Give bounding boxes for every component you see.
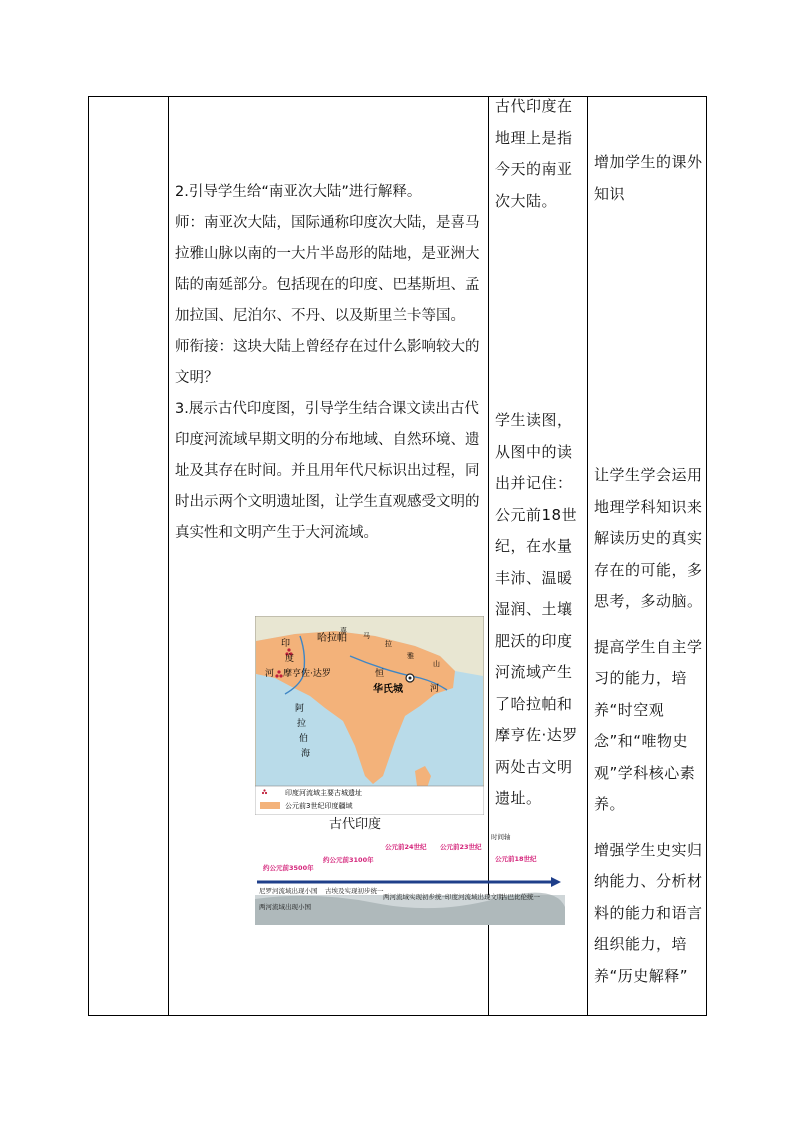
- timeline-date-4: 公元前23世纪: [440, 843, 482, 851]
- legend-city-dot: [262, 792, 264, 794]
- timeline-header: 时间轴: [491, 833, 511, 841]
- ancient-india-map: [255, 616, 484, 815]
- map-label-heng: 恒: [375, 669, 385, 679]
- map-label-harappa: 哈拉帕: [317, 633, 347, 644]
- map-label-yin: 印: [281, 639, 291, 649]
- teacher-explanation: 师：南亚次大陆，国际通称印度次大陆，是喜马拉雅山脉以南的一大片半岛形的陆地，是亚洲大陆的南延部分。包括现在的印度、巴基斯坦、孟加拉国、尼泊尔、不丹、以及斯里兰卡等国。: [175, 215, 480, 324]
- instruction-step-2: 2.引导学生给“南亚次大陆”进行解释。: [175, 184, 422, 200]
- design-intent-4: 增强学生史实归纳能力、分析材料的能力和语言组织能力，培养“历史解释”: [594, 840, 703, 985]
- lesson-plan-table: [88, 96, 707, 1016]
- timeline-date-2: 约公元前3100年: [323, 856, 374, 864]
- ancient-city-dot: [277, 670, 280, 673]
- map-label-he-2: 河: [430, 684, 440, 694]
- student-activity-2: 学生读图，从图中的读出并记住：公元前18世纪，在水量丰沛、温暖湿润、土壤肥沃的印度河流域产生了哈拉帕和摩亨佐·达罗两处古文明遗址。: [495, 411, 578, 807]
- legend-territory-label: 公元前3世纪印度疆域: [285, 802, 353, 810]
- instruction-step-3: 3.展示古代印度图，引导学生结合课文读出古代印度河流域早期文明的分布地域、自然环境、遗址及其存在时间。并且用年代尺标识出过程，同时出示两个文明遗址图，让学生直观感受文明的真实性和文明产生于大河流域。: [175, 401, 480, 541]
- map-label-a: 阿: [295, 704, 305, 714]
- timeline-event-2: 两河流域出现小国: [259, 903, 311, 911]
- map-label-hai: 海: [301, 749, 311, 759]
- timeline-event-4: 两河流域实现初步统一: [383, 893, 448, 901]
- map-label-xi: 喜: [340, 627, 347, 635]
- timeline-event-6: 古巴比伦统一: [501, 893, 540, 901]
- map-label-la: 拉: [297, 719, 307, 729]
- legend-cities-label: 印度河流域主要古城遗址: [285, 789, 362, 797]
- timeline-date-3: 公元前24世纪: [385, 843, 427, 851]
- legend-city-dot: [265, 792, 267, 794]
- timeline-date-5: 公元前18世纪: [495, 855, 537, 863]
- map-label-bo: 伯: [299, 734, 309, 744]
- design-intent-cell: [588, 97, 707, 1015]
- ancient-city-dot: [275, 674, 278, 677]
- map-label-huashicheng: 华氏城: [373, 684, 403, 695]
- map-label-shan: 山: [433, 660, 440, 668]
- map-label-la-2: 拉: [385, 640, 392, 648]
- legend-city-dot: [263, 789, 265, 791]
- map-label-he: 河: [265, 669, 275, 679]
- design-intent-3: 提高学生自主学习的能力，培养“时空观念”和“唯物史观”学科核心素养。: [594, 637, 703, 813]
- timeline-event-5: 印度河流域出现文明: [445, 893, 504, 901]
- design-intent-1: 增加学生的课外知识: [594, 153, 703, 203]
- student-activity-1: 古代印度在地理上是指今天的南亚次大陆。: [495, 97, 573, 210]
- map-label-ma: 马: [363, 632, 370, 640]
- map-label-du: 度: [285, 654, 295, 664]
- student-activity-cell: [489, 97, 588, 1015]
- map-caption: 古代印度: [329, 817, 382, 832]
- timeline-date-1: 约公元前3500年: [263, 864, 314, 872]
- legend-territory-swatch: [260, 802, 280, 809]
- map-label-mohenjo-daro: 摩亨佐·达罗: [283, 669, 331, 679]
- design-intent-2: 让学生学会运用地理学科知识来解读历史的真实存在的可能，多思考，多动脑。: [594, 466, 703, 610]
- teacher-transition: 师衔接：这块大陆上曾经存在过什么影响较大的文明？: [175, 339, 480, 386]
- timeline-event-1: 尼罗河流域出现小国: [259, 887, 318, 895]
- timeline-event-3: 古埃及实现初步统一: [325, 887, 384, 895]
- map-label-ya: 雅: [407, 652, 414, 660]
- huashicheng-marker-center: [409, 677, 412, 680]
